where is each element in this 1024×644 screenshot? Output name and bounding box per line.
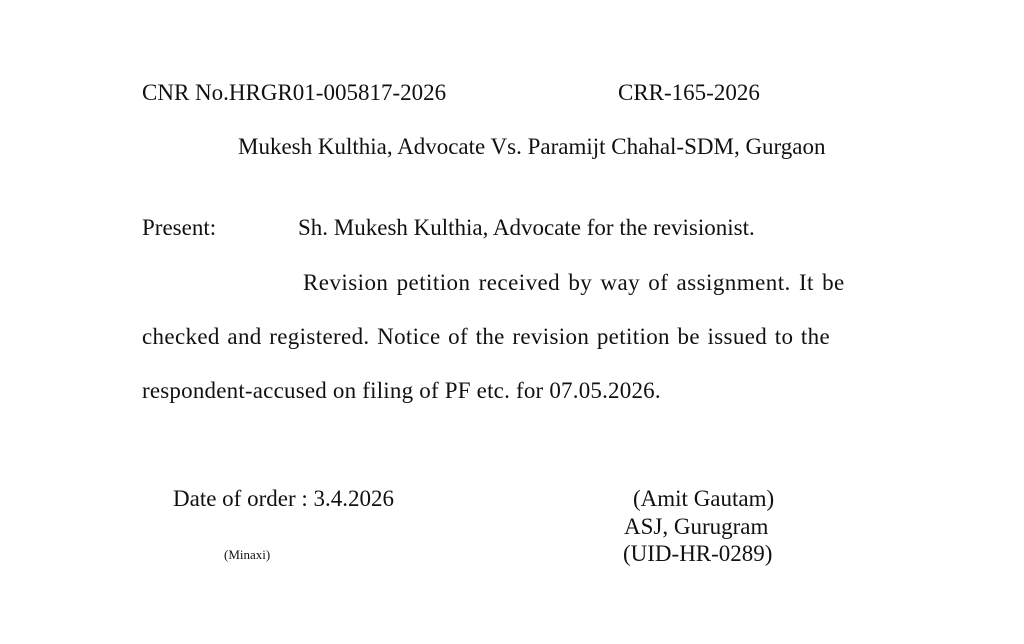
order-body-line: respondent-accused on filing of PF etc. for 07.05.2026.	[142, 378, 661, 403]
present-label: Present:	[142, 215, 217, 240]
order-body-line: checked and registered. Notice of the revision petition be issued to the	[142, 324, 831, 349]
cnr-number: CNR No.HRGR01-005817-2026	[142, 80, 447, 105]
case-number: CRR-165-2026	[618, 80, 760, 105]
steno-initials: (Minaxi)	[224, 547, 271, 562]
judge-name: (Amit Gautam)	[633, 486, 775, 511]
order-date: Date of order : 3.4.2026	[173, 486, 394, 511]
case-parties: Mukesh Kulthia, Advocate Vs. Paramijt Chahal-SDM, Gurgaon	[238, 134, 826, 159]
present-text: Sh. Mukesh Kulthia, Advocate for the revisionist.	[298, 215, 755, 240]
judge-title: ASJ, Gurugram	[624, 514, 769, 539]
judge-uid: (UID-HR-0289)	[623, 541, 773, 566]
order-body-line: Revision petition received by way of assignment. It be	[303, 270, 845, 295]
